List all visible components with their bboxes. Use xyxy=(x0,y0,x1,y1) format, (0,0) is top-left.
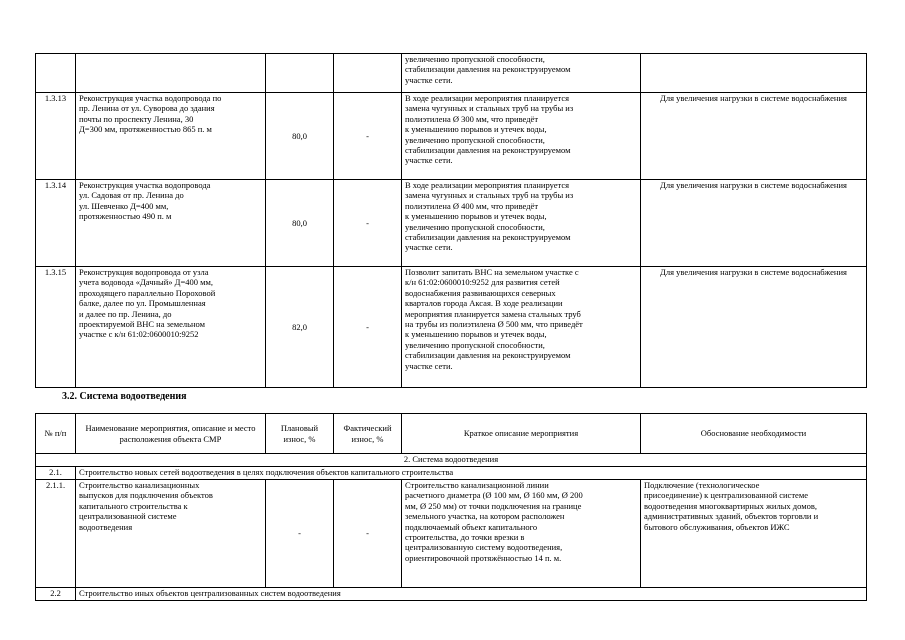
description-line: земельного участка, на котором расположен xyxy=(405,511,565,522)
header-num: № п/п xyxy=(36,414,76,454)
description-line: В ходе реализации мероприятия планируется xyxy=(405,180,570,190)
header-description: Краткое описание мероприятия xyxy=(402,414,641,454)
name-line: Строительство канализационных xyxy=(79,480,200,490)
description-line: кварталов города Аксая. В ходе реализации xyxy=(405,298,563,309)
description-line: мероприятия планируется замена стальных труб xyxy=(405,308,581,319)
description-line: водоснабжения развивающихся северных xyxy=(405,287,556,298)
cell-num: 1.3.13 xyxy=(36,93,76,180)
description-line: увеличению пропускной способности, xyxy=(405,54,545,64)
name-line: пр. Ленина от ул. Суворова до здания xyxy=(79,103,215,114)
description-line: полиэтилена Ø 300 мм, что приведёт xyxy=(405,113,539,124)
cell-name xyxy=(76,180,266,267)
cell-actual: - xyxy=(334,93,402,180)
header-actual: Фактический износ, % xyxy=(334,414,402,454)
cell-planned: - xyxy=(266,480,334,588)
group-row xyxy=(36,467,867,480)
group-num: 2.1. xyxy=(36,467,76,480)
description-line: ориентировочной протяжённостью 14 п. м. xyxy=(405,552,562,563)
table-row xyxy=(36,267,867,388)
cell-justification xyxy=(641,54,867,93)
cell-actual xyxy=(334,54,402,93)
name-line: водоотведения xyxy=(79,521,133,532)
cell-num: 1.3.14 xyxy=(36,180,76,267)
cell-num: 2.1.1. xyxy=(36,480,76,588)
cell-description xyxy=(402,480,641,588)
justification-line: водоотведения многоквартирных жилых домов, xyxy=(644,500,817,511)
description-line: строительства, до точки врезки в xyxy=(405,532,525,543)
header-justification: Обоснование необходимости xyxy=(641,414,867,454)
header-name: Наименование мероприятия, описание и место расположения объекта СМР xyxy=(76,414,266,454)
cell-num: 1.3.15 xyxy=(36,267,76,388)
name-line: выпусков для подключения объектов xyxy=(79,490,213,501)
group-num: 2.2 xyxy=(36,588,76,601)
description-line: замена чугунных и стальных труб на трубы из xyxy=(405,190,574,201)
header-planned: Плановый износ, % xyxy=(266,414,334,454)
description-line: мм, Ø 250 мм) от точки подключения на границе xyxy=(405,500,582,511)
name-line: ул. Садовая от пр. Ленина до xyxy=(79,190,184,201)
name-line: ул. Шевченко Д=400 мм, xyxy=(79,200,169,211)
description-line: централизованную систему водоотведения, xyxy=(405,542,563,553)
group-title: Строительство новых сетей водоотведения в целях подключения объектов капитального строительства xyxy=(76,467,867,480)
name-line: Реконструкция водопровода от узла xyxy=(79,267,209,277)
name-line: и далее по пр. Ленина, до xyxy=(79,308,172,319)
description-line: на трубы из полиэтилена Ø 500 мм, что приведёт xyxy=(405,319,583,330)
description-line: участке сети. xyxy=(405,242,453,253)
water-supply-measures-table xyxy=(35,53,867,388)
description-line: к уменьшению порывов и утечек воды, xyxy=(405,211,547,222)
description-line: участке сети. xyxy=(405,74,453,85)
description-line: стабилизации давления на реконструируемом xyxy=(405,145,571,156)
name-line: централизованной системе xyxy=(79,511,177,522)
table-row xyxy=(36,93,867,180)
cell-actual: - xyxy=(334,180,402,267)
section-heading: 3.2. Система водоотведения xyxy=(62,391,187,402)
justification-line: бытового обслуживания, объектов ИЖС xyxy=(644,521,790,532)
description-line: расчетного диаметра (Ø 100 мм, Ø 160 мм, Ø 200 xyxy=(405,490,583,501)
cell-description xyxy=(402,93,641,180)
cell-description xyxy=(402,267,641,388)
description-line: Строительство канализационной линии xyxy=(405,480,549,490)
description-line: увеличению пропускной способности, xyxy=(405,221,545,232)
description-line: к уменьшению порывов и утечек воды, xyxy=(405,124,547,135)
description-line: стабилизации давления на реконструируемом xyxy=(405,350,571,361)
cell-planned: 82,0 xyxy=(266,267,334,388)
table-row xyxy=(36,480,867,588)
cell-planned xyxy=(266,54,334,93)
name-line: Реконструкция участка водопровода по xyxy=(79,93,222,103)
name-line: протяженностью 490 п. м xyxy=(79,211,172,222)
cell-num xyxy=(36,54,76,93)
cell-actual: - xyxy=(334,267,402,388)
name-line: капитального строительства к xyxy=(79,500,188,511)
cell-description xyxy=(402,180,641,267)
name-line: Д=300 мм, протяженностью 865 п. м xyxy=(79,124,212,135)
cell-name xyxy=(76,480,266,588)
description-line: увеличению пропускной способности, xyxy=(405,134,545,145)
name-line: Реконструкция участка водопровода xyxy=(79,180,211,190)
justification-line: присоединение) к централизованной системе xyxy=(644,490,808,501)
cell-name xyxy=(76,267,266,388)
cell-planned: 80,0 xyxy=(266,180,334,267)
cell-name xyxy=(76,93,266,180)
name-line: проходящего параллельно Пороховой xyxy=(79,287,216,298)
name-line: участке с к/н 61:02:0600010:9252 xyxy=(79,329,199,340)
description-line: стабилизации давления на реконструируемом xyxy=(405,232,571,243)
cell-justification xyxy=(641,480,867,588)
description-line: замена чугунных и стальных труб на трубы из xyxy=(405,103,574,114)
cell-description xyxy=(402,54,641,93)
description-line: полиэтилена Ø 400 мм, что приведёт xyxy=(405,200,539,211)
cell-justification: Для увеличения нагрузки в системе водоснабжения xyxy=(641,93,867,180)
group-title: Строительство иных объектов централизованных систем водоотведения xyxy=(76,588,867,601)
description-line: к/н 61:02:0600010:9252 для развития сетей xyxy=(405,277,560,288)
section-title: 2. Система водоотведения xyxy=(36,454,867,467)
description-line: В ходе реализации мероприятия планируется xyxy=(405,93,570,103)
description-line: Позволит запитать ВНС на земельном участке с xyxy=(405,267,579,277)
table-row xyxy=(36,180,867,267)
table-row xyxy=(36,54,867,93)
name-line: балке, далее по ул. Промышленная xyxy=(79,298,206,309)
description-line: увеличению пропускной способности, xyxy=(405,339,545,350)
cell-justification: Для увеличения нагрузки в системе водоснабжения xyxy=(641,180,867,267)
name-line: почты по проспекту Ленина, 30 xyxy=(79,113,194,124)
justification-line: административных зданий, объектов торговли и xyxy=(644,511,819,522)
cell-name xyxy=(76,54,266,93)
description-line: к уменьшению порывов и утечек воды, xyxy=(405,329,547,340)
name-line: проектируемой ВНС на земельном xyxy=(79,319,206,330)
name-line: учета водовода «Дачный» Д=400 мм, xyxy=(79,277,214,288)
description-line: участке сети. xyxy=(405,155,453,166)
cell-justification: Для увеличения нагрузки в системе водоснабжения xyxy=(641,267,867,388)
description-line: участке сети. xyxy=(405,360,453,371)
cell-planned: 80,0 xyxy=(266,93,334,180)
table-header-row xyxy=(36,414,867,454)
cell-actual: - xyxy=(334,480,402,588)
wastewater-measures-table xyxy=(35,413,867,601)
justification-line: Подключение (технологическое xyxy=(644,480,760,490)
description-line: стабилизации давления на реконструируемом xyxy=(405,64,571,75)
group-row xyxy=(36,588,867,601)
section-row xyxy=(36,454,867,467)
description-line: подключаемый объект капитального xyxy=(405,521,538,532)
